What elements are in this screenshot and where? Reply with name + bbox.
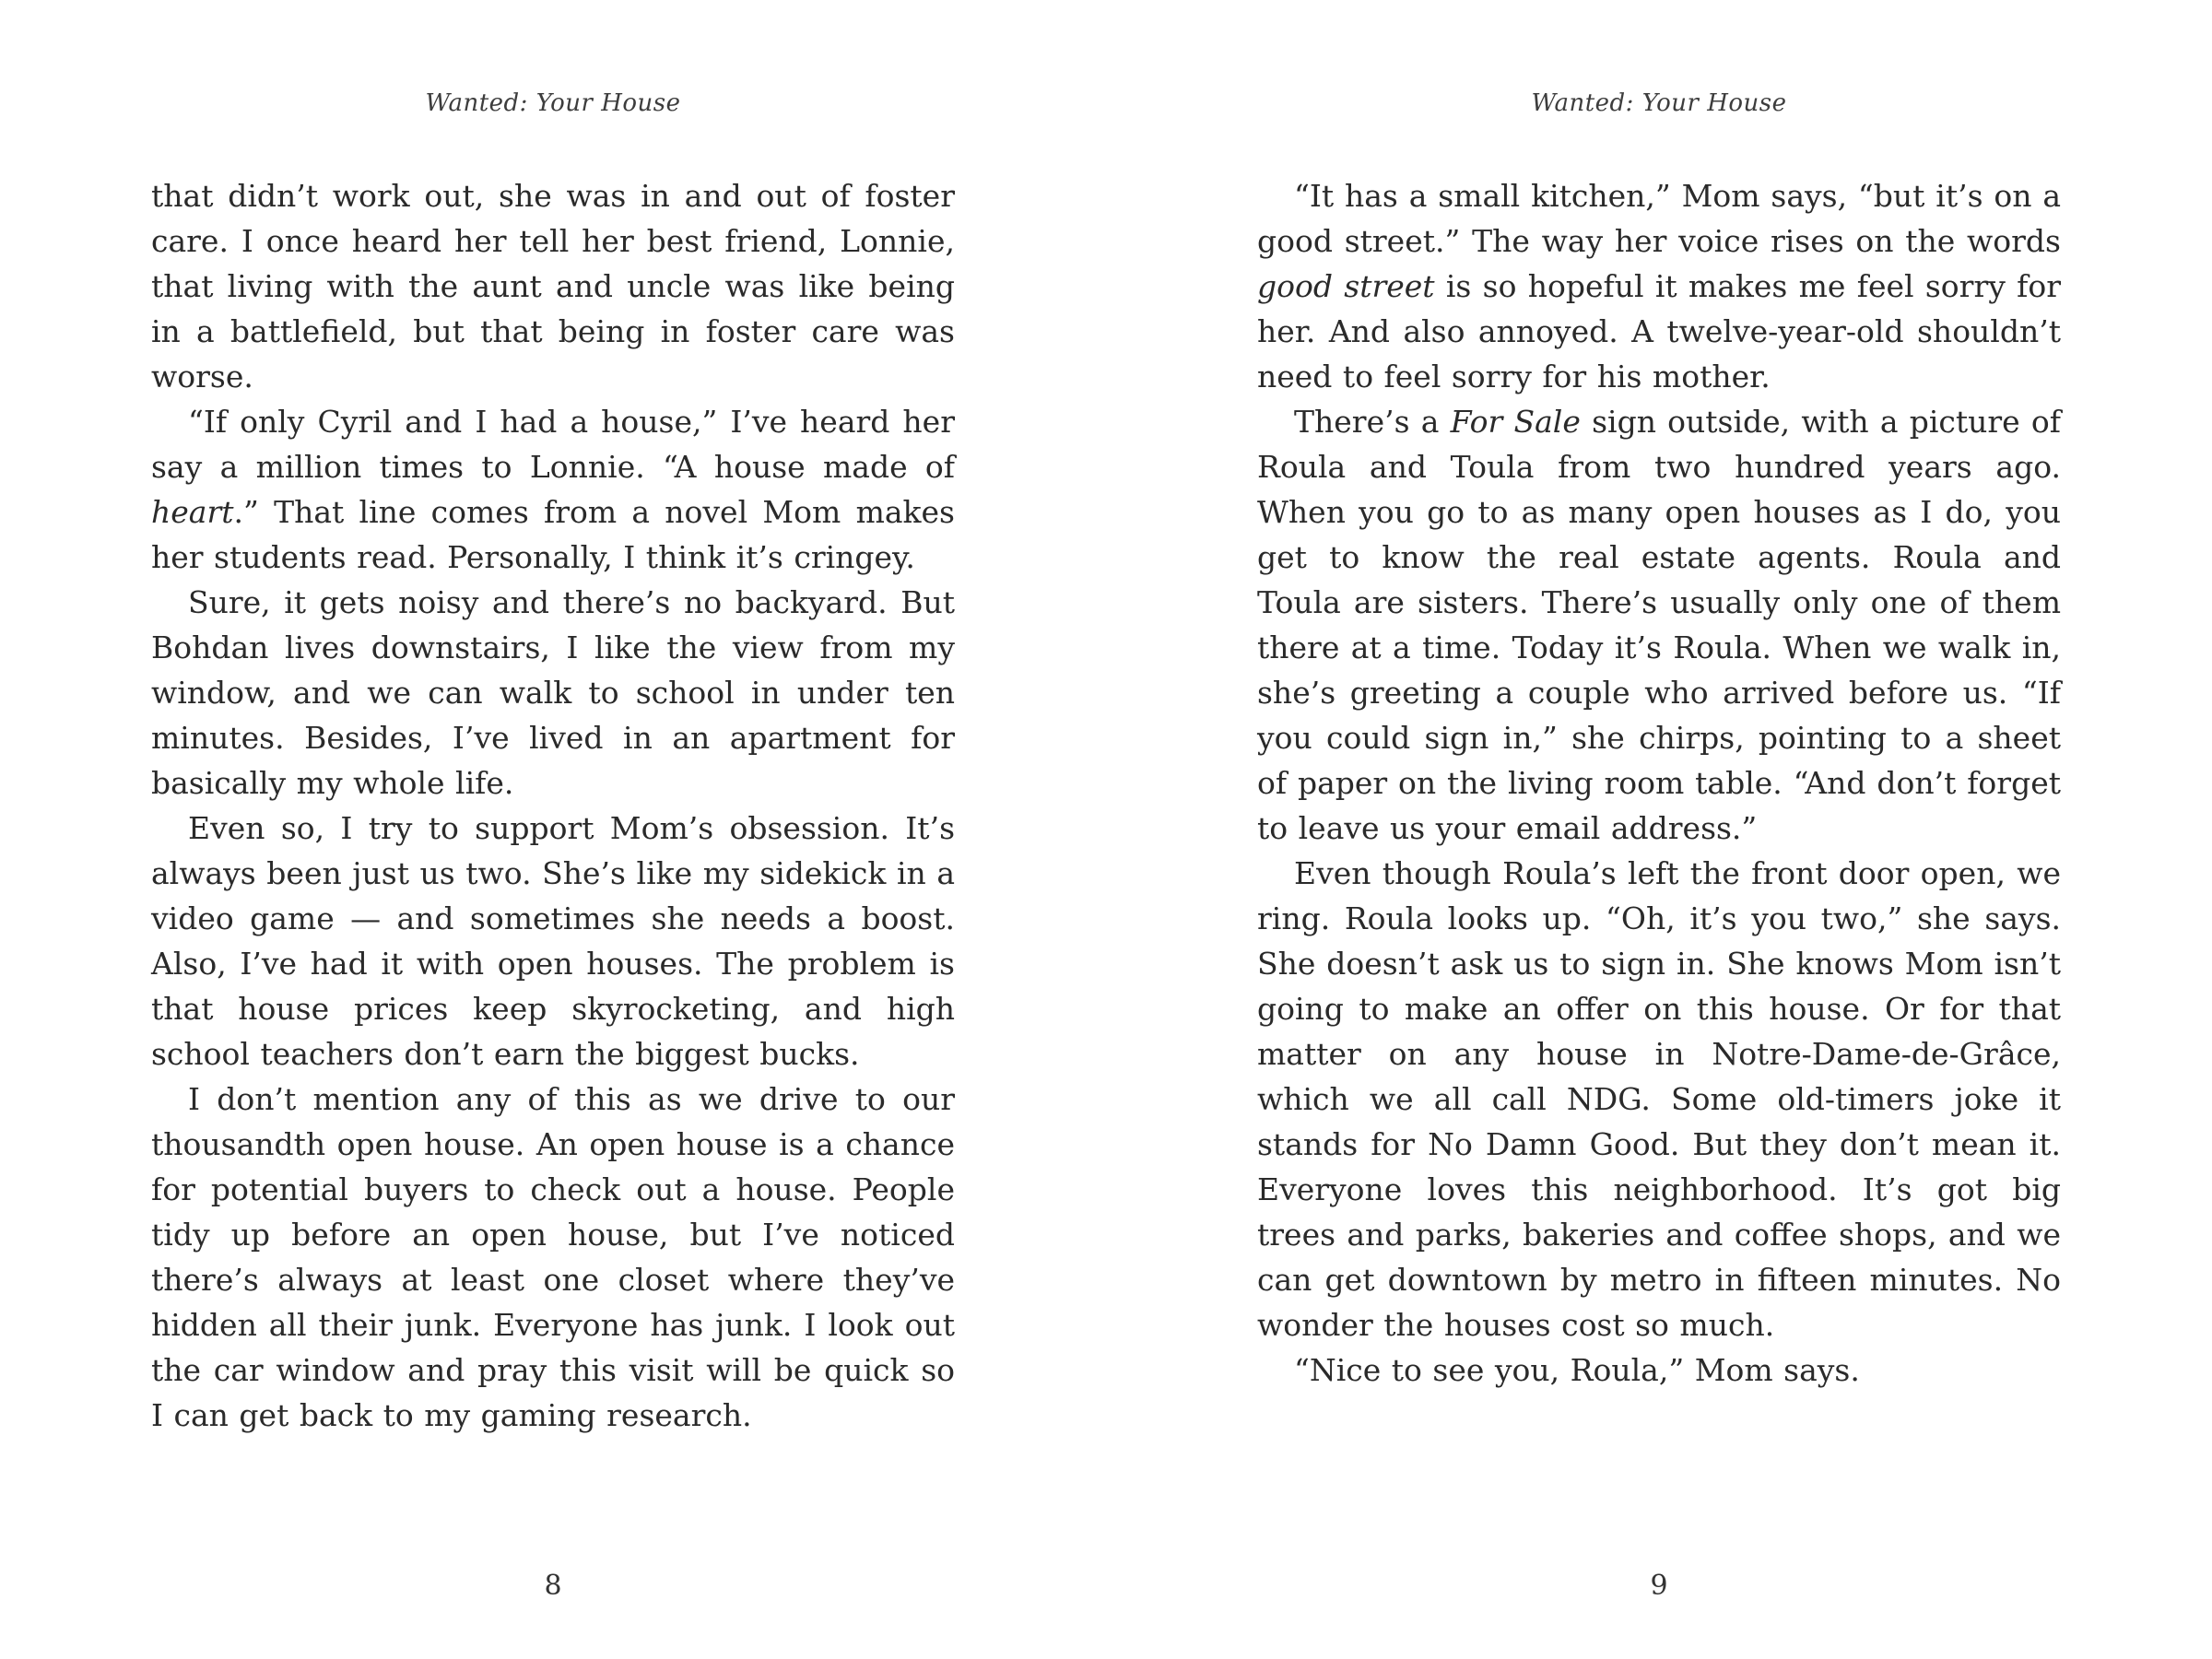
italic-text: For Sale [1450, 404, 1581, 440]
left-page-text [151, 173, 955, 1438]
paragraph [1257, 1347, 2061, 1393]
paragraph [151, 580, 955, 806]
body-text: Even so, I try to support Mom’s obsession. It’s always been just us two. She’s like my sidekick in a video game — and sometimes she needs a boost. Also, I’ve had it with open houses. The problem is that house prices keep skyrocketing, and high school teachers don’t earn the biggest bucks. [151, 810, 955, 1072]
paragraph [151, 806, 955, 1077]
right-page-number: 9 [1650, 1570, 1668, 1602]
body-text: .” That line comes from a novel Mom makes her students read. Personally, I think it’s cringey. [151, 494, 955, 575]
body-text: “Nice to see you, Roula,” Mom says. [1294, 1352, 1860, 1388]
right-page [1106, 0, 2212, 1659]
body-text: Sure, it gets noisy and there’s no backyard. But Bohdan lives downstairs, I like the view from my window, and we can walk to school in under ten minutes. Besides, I’ve lived in an apartment for basically my whole life. [151, 584, 955, 801]
paragraph [151, 399, 955, 580]
body-text: “If only Cyril and I had a house,” I’ve heard her say a million times to Lonnie. “A house made of [151, 404, 955, 485]
body-text: There’s a [1294, 404, 1451, 440]
paragraph [1257, 173, 2061, 399]
running-header-left: Wanted: Your House [425, 89, 681, 117]
left-page-number: 8 [544, 1570, 562, 1602]
paragraph [1257, 399, 2061, 851]
body-text: Even though Roula’s left the front door open, we ring. Roula looks up. “Oh, it’s you two,” she says. She doesn’t ask us to sign in. She knows Mom isn’t going to make an offer on this house. Or for that matter on any house in Notre-Dame-de-Grâce, which we all call NDG. Some old-timers joke it stands for No Damn Good. But they don’t mean it. Everyone loves this neighborhood. It’s got big trees and parks, bakeries and coffee shops, and we can get downtown by metro in fifteen minutes. No wonder the houses cost so much. [1257, 855, 2061, 1343]
running-header-right: Wanted: Your House [1531, 89, 1787, 117]
paragraph [151, 1077, 955, 1438]
body-text: is so hopeful it makes me feel sorry for her. And also annoyed. A twelve-year-old shouldn’t need to feel sorry for his mother. [1257, 268, 2062, 394]
italic-text: good street [1257, 268, 1435, 304]
right-page-text [1257, 173, 2061, 1393]
body-text: “It has a small kitchen,” Mom says, “but it’s on a good street.” The way her voice rises on the words [1257, 178, 2061, 259]
italic-text: heart [151, 494, 234, 530]
body-text: sign outside, with a picture of Roula and Toula from two hundred years ago. When you go to as many open houses as I do, you get to know the real estate agents. Roula and Toula are sisters. There’s usually only one of them there at a time. Today it’s Roula. When we walk in, she’s greeting a couple who arrived before us. “If you could sign in,” she chirps, pointing to a sheet of paper on the living room table. “And don’t forget to leave us your email address.” [1257, 404, 2061, 846]
body-text: I don’t mention any of this as we drive to our thousandth open house. An open house is a chance for potential buyers to check out a house. People tidy up before an open house, but I’ve noticed there’s always at least one closet where they’ve hidden all their junk. Everyone has junk. I look out the car window and pray this visit will be quick so I can get back to my gaming research. [151, 1081, 955, 1433]
paragraph [1257, 851, 2061, 1347]
body-text: that didn’t work out, she was in and out of foster care. I once heard her tell her best friend, Lonnie, that living with the aunt and uncle was like being in a battlefield, but that being in foster care was worse. [151, 178, 955, 394]
paragraph [151, 173, 955, 399]
